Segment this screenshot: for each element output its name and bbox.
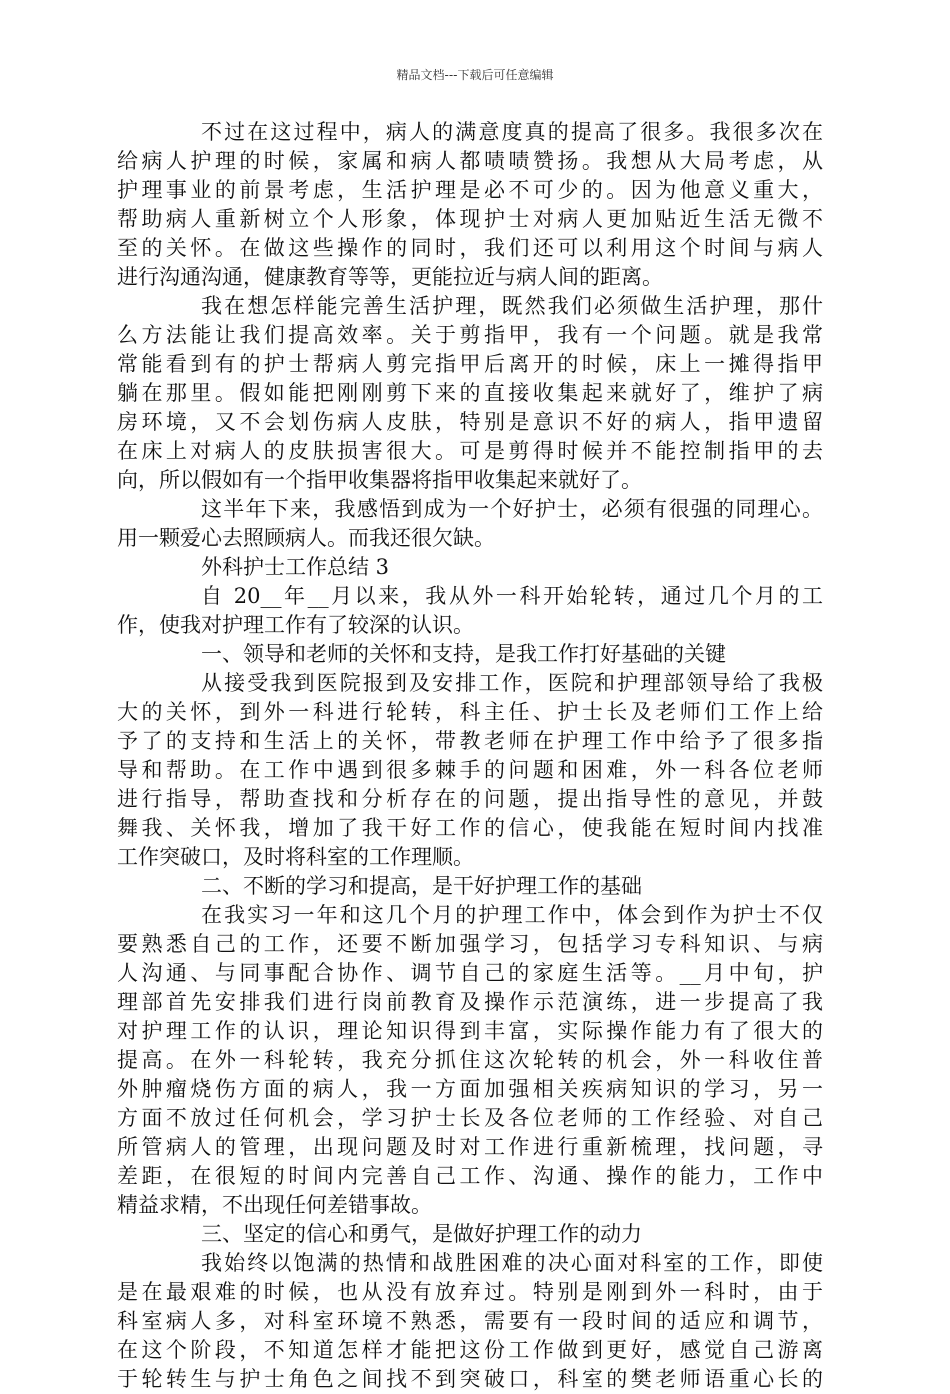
- page-header: 精品文档---下载后可任意编辑: [396, 68, 554, 82]
- text-line: 是在最艰难的时候，也从没有放弃过。特别是刚到外一科时，由于: [117, 1280, 823, 1304]
- text-line: 至的关怀。在做这些操作的同时，我们还可以利用这个时间与病人: [117, 236, 823, 260]
- text-line: 给病人护理的时候，家属和病人都啧啧赞扬。我想从大局考虑，从: [117, 149, 823, 173]
- text-line: 不过在这过程中，病人的满意度真的提高了很多。我很多次在: [201, 120, 823, 144]
- text-line: 我在想怎样能完善生活护理，既然我们必须做生活护理，那什: [201, 294, 823, 318]
- text-line: 提高。在外一科轮转，我充分抓住这次轮转的机会，外一科收住普: [117, 1048, 823, 1072]
- text-line: 一、领导和老师的关怀和支持，是我工作打好基础的关键: [201, 642, 726, 666]
- text-line: 外肿瘤烧伤方面的病人，我一方面加强相关疾病知识的学习，另一: [117, 1077, 823, 1101]
- text-line: 向，所以假如有一个指甲收集器将指甲收集起来就好了。: [117, 468, 642, 492]
- text-line: 大的关怀，到外一科进行轮转，科主任、护士长及老师们工作上给: [117, 700, 823, 724]
- text-line: 在我实习一年和这几个月的护理工作中，体会到作为护士不仅: [201, 903, 823, 927]
- text-line: 在床上对病人的皮肤损害很大。可是剪得时候并不能控制指甲的去: [117, 439, 823, 463]
- text-line: 工作突破口，及时将科室的工作理顺。: [117, 845, 474, 869]
- text-line: 人沟通、与同事配合协作、调节自己的家庭生活等。__月中旬，护: [117, 961, 823, 985]
- text-line: 精益求精，不出现任何差错事故。: [117, 1193, 432, 1217]
- text-line: 常能看到有的护士帮病人剪完指甲后离开的时候，床上一摊得指甲: [117, 352, 823, 376]
- text-line: 自 20__年__月以来，我从外一科开始轮转，通过几个月的工: [201, 584, 823, 608]
- text-line: 于轮转生与护士角色之间找不到突破口，科室的樊老师语重心长的: [117, 1367, 823, 1391]
- text-line: 这半年下来，我感悟到成为一个好护士，必须有很强的同理心。: [201, 497, 823, 521]
- text-line: 在这个阶段，不知道怎样才能把这份工作做到更好，感觉自己游离: [117, 1338, 823, 1362]
- text-line: 对护理工作的认识，理论知识得到丰富，实际操作能力有了很大的: [117, 1019, 823, 1043]
- text-line: 我始终以饱满的热情和战胜困难的决心面对科室的工作，即使: [201, 1251, 823, 1275]
- text-line: 予了的支持和生活上的关怀，带教老师在护理工作中给予了很多指: [117, 729, 823, 753]
- text-line: 导和帮助。在工作中遇到很多棘手的问题和困难，外一科各位老师: [117, 758, 823, 782]
- text-line: 护理事业的前景考虑，生活护理是必不可少的。因为他意义重大，: [117, 178, 823, 202]
- text-line: 所管病人的管理，出现问题及时对工作进行重新梳理，找问题，寻: [117, 1135, 823, 1159]
- text-line: 用一颗爱心去照顾病人。而我还很欠缺。: [117, 526, 495, 550]
- text-line: 科室病人多，对科室环境不熟悉，需要有一段时间的适应和调节，: [117, 1309, 823, 1333]
- text-line: 从接受我到医院报到及安排工作，医院和护理部领导给了我极: [201, 671, 823, 695]
- text-line: 三、坚定的信心和勇气，是做好护理工作的动力: [201, 1222, 642, 1246]
- text-line: 进行指导，帮助查找和分析存在的问题，提出指导性的意见，并鼓: [117, 787, 823, 811]
- text-line: 方面不放过任何机会，学习护士长及各位老师的工作经验、对自己: [117, 1106, 823, 1130]
- text-line: 外科护士工作总结 3: [201, 555, 390, 579]
- text-line: 帮助病人重新树立个人形象，体现护士对病人更加贴近生活无微不: [117, 207, 823, 231]
- text-line: 进行沟通沟通，健康教育等等，更能拉近与病人间的距离。: [117, 265, 663, 289]
- text-line: 么方法能让我们提高效率。关于剪指甲，我有一个问题。就是我常: [117, 323, 823, 347]
- text-line: 二、不断的学习和提高，是干好护理工作的基础: [201, 874, 642, 898]
- text-line: 作，使我对护理工作有了较深的认识。: [117, 613, 474, 637]
- text-line: 舞我、关怀我，增加了我干好工作的信心，使我能在短时间内找准: [117, 816, 823, 840]
- text-line: 理部首先安排我们进行岗前教育及操作示范演练，进一步提高了我: [117, 990, 823, 1014]
- text-line: 房环境，又不会划伤病人皮肤，特别是意识不好的病人，指甲遗留: [117, 410, 823, 434]
- text-line: 要熟悉自己的工作，还要不断加强学习，包括学习专科知识、与病: [117, 932, 823, 956]
- text-line: 躺在那里。假如能把刚刚剪下来的直接收集起来就好了，维护了病: [117, 381, 823, 405]
- document-body: [117, 118, 823, 1394]
- text-line: 差距，在很短的时间内完善自己工作、沟通、操作的能力，工作中: [117, 1164, 823, 1188]
